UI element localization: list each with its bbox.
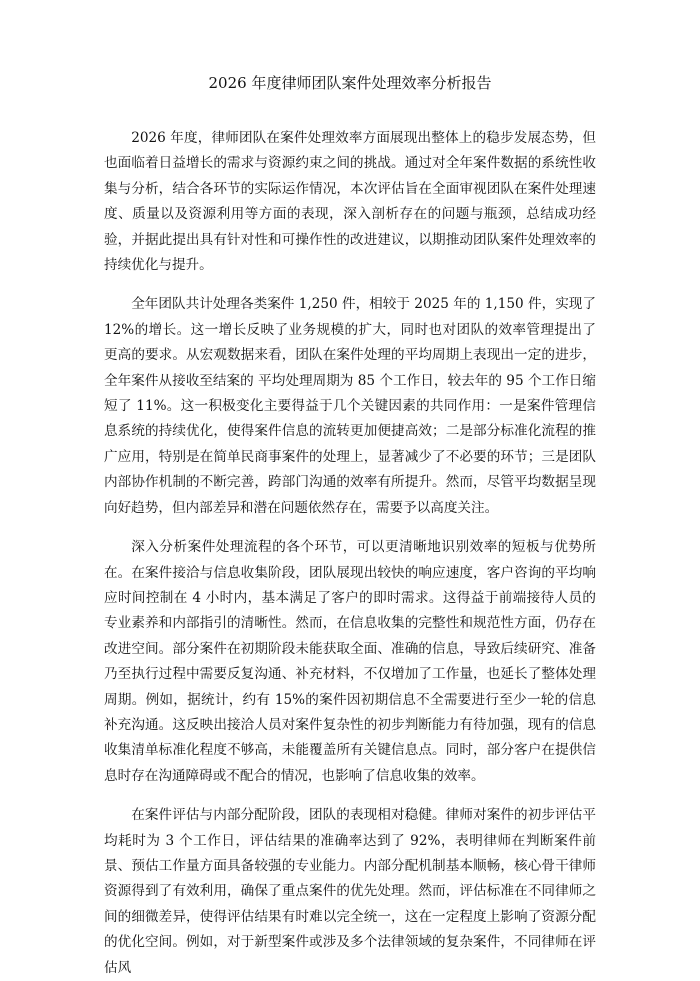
document-title: 2026 年度律师团队案件处理效率分析报告 [208,74,492,92]
paragraph-overview: 2026 年度，律师团队在案件处理效率方面展现出整体上的稳步发展态势，但也面临着日益增长的需求与资源约束之间的挑战。通过对全年案件数据的系统性收集与分析，结合各环节的实际运作情况，本次评估旨在全面审视团队在案件处理速度、质量以及资源利用等方面的表现，深入剖析存在的问题与瓶颈，总结成功经验，并据此提出具有针对性和可操作性的改进建议，以期推动团队案件处理效率的持续优化与提升。 [104,130,596,274]
paragraph-assessment-allocation: 在案件评估与内部分配阶段，团队的表现相对稳健。律师对案件的初步评估平均耗时为 3 个工作日，评估结果的准确率达到了 92%，表明律师在判断案件前景、预估工作量方面具备较强的专业能力。内部分配机制基本顺畅，核心骨干律师资源得到了有效利用，确保了重点案件的优先处理。然而，评估标准在不同律师之间的细微差异，使得评估结果有时难以完全统一，这在一定程度上影响了资源分配的优化空间。例如，对于新型案件或涉及多个法律领域的复杂案件，不同律师在评估风 [104,807,596,976]
paragraph-intake-analysis: 深入分析案件处理流程的各个环节，可以更清晰地识别效率的短板与优势所在。在案件接洽与信息收集阶段，团队展现出较快的响应速度，客户咨询的平均响应时间控制在 4 小时内，基本满足了客户的即时需求。这得益于前端接待人员的专业素养和内部指引的清晰性。然而，在信息收集的完整性和规范性方面，仍存在改进空间。部分案件在初期阶段未能获取全面、准确的信息，导致后续研究、准备乃至执行过程中需要反复沟通、补充材料，不仅增加了工作量，也延长了整体处理周期。例如，据统计，约有 15%的案件因初期信息不全需要进行至少一轮的信息补充沟通。这反映出接洽人员对案件复杂性的初步判断能力有待加强，现有的信息收集清单标准化程度不够高，未能覆盖所有关键信息点。同时，部分客户在提供信息时存在沟通障碍或不配合的情况，也影响了信息收集的效率。 [104,539,596,784]
paragraph-case-volume: 全年团队共计处理各类案件 1,250 件，相较于 2025 年的 1,150 件，实现了 12%的增长。这一增长反映了业务规模的扩大，同时也对团队的效率管理提出了更高的要求。从宏观数据来看，团队在案件处理的平均周期上表现出一定的进步，全年案件从接收至结案的 平均处理周期为 85 个工作日，较去年的 95 个工作日缩短了 11%。这一积极变化主要得益于几个关键因素的共同作用：一是案件管理信息系统的持续优化，使得案件信息的流转更加便捷高效；二是部分标准化流程的推广应用，特别是在简单民商事案件的处理上，显著减少了不必要的环节；三是团队内部协作机制的不断完善，跨部门沟通的效率有所提升。然而，尽管平均数据呈现向好趋势，但内部差异和潜在问题依然存在，需要予以高度关注。 [104,296,596,516]
